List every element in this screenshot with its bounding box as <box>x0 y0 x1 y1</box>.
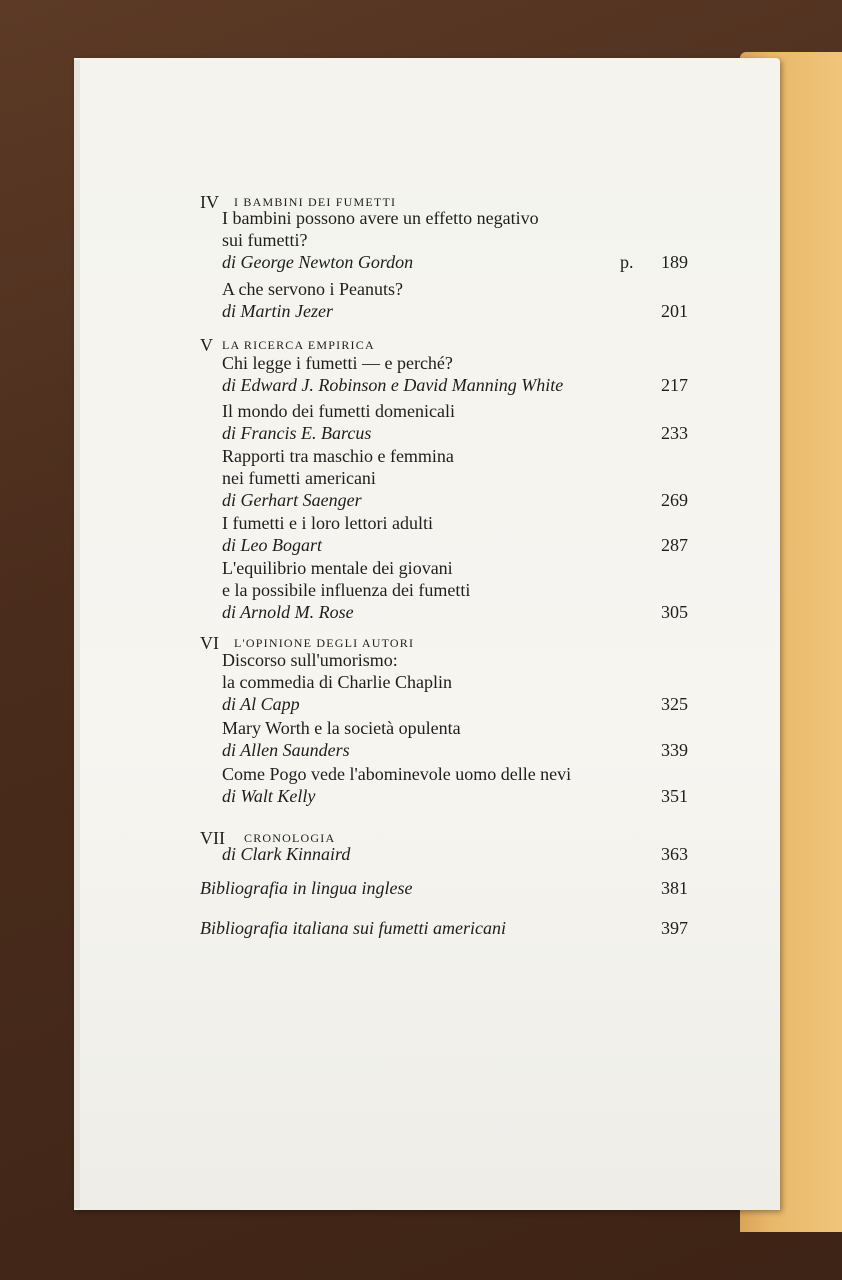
entry-title-line: A che servono i Peanuts? <box>222 279 403 299</box>
entry-author: di Allen Saunders <box>222 740 350 760</box>
book-page <box>74 58 780 1210</box>
entry-title-line: I bambini possono avere un effetto negativo <box>222 208 539 228</box>
page-number: 269 <box>661 490 688 510</box>
entry-title-line: Discorso sull'umorismo: <box>222 650 398 670</box>
section-title: L'OPINIONE DEGLI AUTORI <box>234 636 415 650</box>
page-number: 363 <box>661 844 688 864</box>
entry-author: di Arnold M. Rose <box>222 602 354 622</box>
section-number: IV <box>200 192 219 212</box>
page-number: 351 <box>661 786 688 806</box>
entry-author: di Gerhart Saenger <box>222 490 362 510</box>
entry-author: di Clark Kinnaird <box>222 844 351 864</box>
entry-title-line: nei fumetti americani <box>222 468 376 488</box>
page-number: 339 <box>661 740 688 760</box>
appendix-title: Bibliografia italiana sui fumetti americani <box>200 918 506 938</box>
entry-author: di George Newton Gordon <box>222 252 414 272</box>
entry-title-line: Come Pogo vede l'abominevole uomo delle nevi <box>222 764 572 784</box>
table-of-contents <box>74 58 780 1210</box>
entry-author: di Walt Kelly <box>222 786 316 806</box>
entry-title-line: I fumetti e i loro lettori adulti <box>222 513 433 533</box>
page-number: 397 <box>661 918 688 938</box>
page-number: 233 <box>661 423 688 443</box>
entry-author: di Francis E. Barcus <box>222 423 372 443</box>
page-spine-edge <box>74 60 80 1208</box>
page-number: 189 <box>661 252 688 272</box>
section-title: I BAMBINI DEI FUMETTI <box>234 195 397 209</box>
section-number: V <box>200 335 213 355</box>
page-number: 305 <box>661 602 688 622</box>
entry-title-line: Il mondo dei fumetti domenicali <box>222 401 455 421</box>
page-number: 381 <box>661 878 688 898</box>
section-number: VI <box>200 633 219 653</box>
entry-author: di Al Capp <box>222 694 300 714</box>
page-prefix: p. <box>620 252 634 272</box>
entry-author: di Edward J. Robinson e David Manning White <box>222 375 564 395</box>
page-number: 287 <box>661 535 688 555</box>
entry-title-line: sui fumetti? <box>222 230 308 250</box>
entry-author: di Martin Jezer <box>222 301 333 321</box>
entry-title-line: e la possibile influenza dei fumetti <box>222 580 471 600</box>
section-number: VII <box>200 828 225 848</box>
page-number: 217 <box>661 375 688 395</box>
appendix-title: Bibliografia in lingua inglese <box>200 878 413 898</box>
entry-title-line: la commedia di Charlie Chaplin <box>222 672 452 692</box>
section-title: LA RICERCA EMPIRICA <box>222 338 375 352</box>
entry-title-line: L'equilibrio mentale dei giovani <box>222 558 453 578</box>
page-number: 201 <box>661 301 688 321</box>
entry-author: di Leo Bogart <box>222 535 323 555</box>
section-title: CRONOLOGIA <box>244 831 336 845</box>
entry-title-line: Chi legge i fumetti — e perché? <box>222 353 453 373</box>
entry-title-line: Mary Worth e la società opulenta <box>222 718 461 738</box>
page-number: 325 <box>661 694 688 714</box>
entry-title-line: Rapporti tra maschio e femmina <box>222 446 454 466</box>
